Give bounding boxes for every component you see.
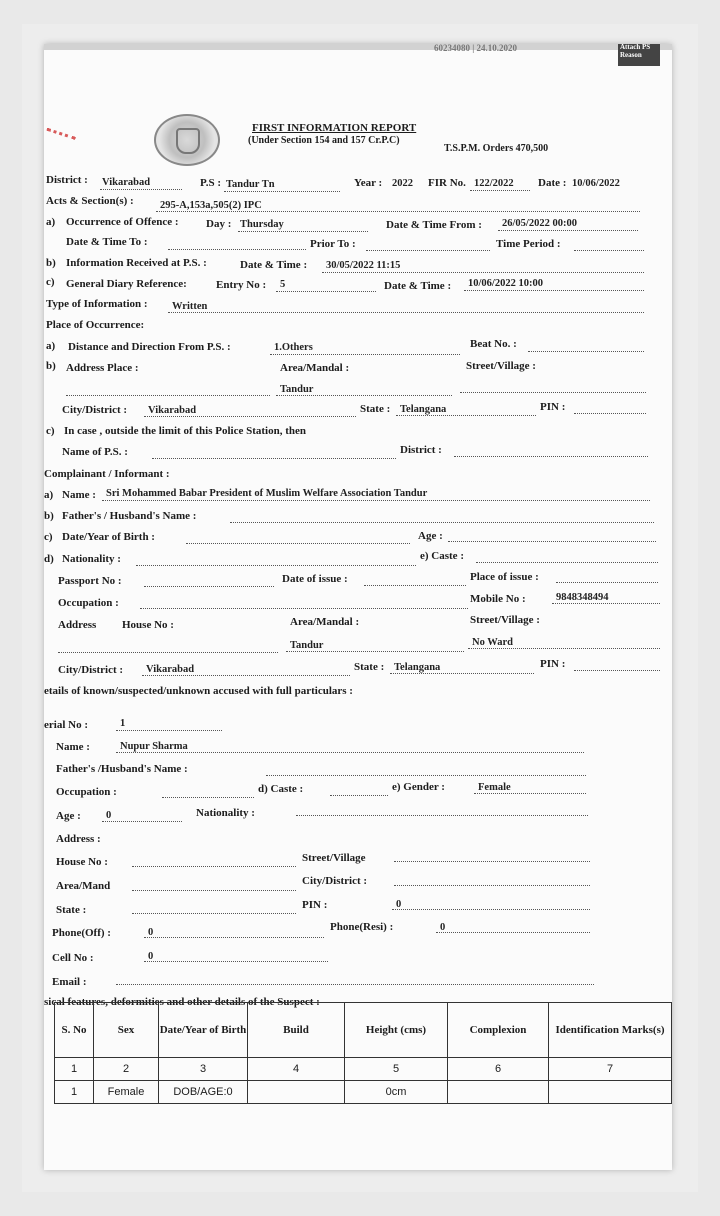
state-label: State : bbox=[360, 403, 391, 415]
dotted-line bbox=[266, 775, 586, 776]
mobile-label: Mobile No : bbox=[470, 593, 526, 605]
email-label: Email : bbox=[52, 976, 87, 988]
to-label: Date & Time To : bbox=[66, 236, 148, 248]
comp-father-label: Father's / Husband's Name : bbox=[62, 510, 197, 522]
red-mark bbox=[44, 128, 76, 153]
state-emblem-icon bbox=[154, 114, 220, 166]
phone-res-value: 0 bbox=[440, 922, 446, 933]
dotted-line bbox=[394, 861, 590, 862]
dotted-line bbox=[528, 351, 644, 352]
marker-d: d) bbox=[44, 553, 54, 565]
from-value: 26/05/2022 00:00 bbox=[502, 218, 577, 229]
dotted-line bbox=[556, 582, 658, 583]
dotted-line bbox=[448, 541, 656, 542]
acc-pin-label: PIN : bbox=[302, 899, 328, 911]
dotted-line bbox=[58, 652, 278, 653]
table-cell bbox=[549, 1081, 672, 1104]
acc-name-label: Name : bbox=[56, 741, 90, 753]
col-complexion: Complexion bbox=[448, 1003, 549, 1058]
gd-dt-label: Date & Time : bbox=[384, 280, 452, 292]
acc-house-label: House No : bbox=[56, 856, 108, 868]
place-label: Place of Occurrence: bbox=[46, 319, 145, 331]
comp-name-value: Sri Mohammed Babar President of Muslim Welfare Association Tandur bbox=[106, 488, 428, 499]
table-cell: 7 bbox=[549, 1058, 672, 1081]
poi-label: Place of issue : bbox=[470, 571, 539, 583]
comp-age-label: Age : bbox=[418, 530, 443, 542]
gd-label: General Diary Reference: bbox=[66, 278, 187, 290]
dotted-line bbox=[436, 932, 590, 933]
street-label: Street/Village : bbox=[466, 360, 536, 372]
dotted-line bbox=[364, 585, 466, 586]
col-id-marks: Identification Marks(s) bbox=[549, 1003, 672, 1058]
acc-name-value: Nupur Sharma bbox=[120, 741, 188, 752]
comp-occ-label: Occupation : bbox=[58, 597, 119, 609]
acc-pin-value: 0 bbox=[396, 899, 402, 910]
serial-label: erial No : bbox=[44, 719, 88, 731]
day-value: Thursday bbox=[240, 219, 284, 230]
dotted-line bbox=[136, 565, 416, 566]
from-label: Date & Time From : bbox=[386, 219, 482, 231]
table-row bbox=[55, 1081, 672, 1104]
acc-state-label: State : bbox=[56, 904, 87, 916]
comp-city-label: City/District : bbox=[58, 664, 124, 676]
table-cell: 1 bbox=[55, 1058, 94, 1081]
complainant-label: Complainant / Informant : bbox=[44, 468, 170, 480]
place-area-value: Tandur bbox=[280, 384, 314, 395]
comp-state-value: Telangana bbox=[394, 662, 441, 673]
dotted-line bbox=[162, 797, 254, 798]
dotted-line bbox=[394, 885, 590, 886]
comp-street-value: No Ward bbox=[472, 637, 513, 648]
dotted-line bbox=[144, 961, 328, 962]
comp-house-label: House No : bbox=[122, 619, 174, 631]
phone-res-label: Phone(Resi) : bbox=[330, 921, 394, 933]
dotted-line bbox=[168, 249, 306, 250]
marker-b: b) bbox=[46, 257, 56, 269]
address-place-label: Address Place : bbox=[66, 362, 139, 374]
fir-value: 122/2022 bbox=[474, 178, 514, 189]
dotted-line bbox=[186, 543, 410, 544]
acc-father-label: Father's /Husband's Name : bbox=[56, 763, 188, 775]
dotted-line bbox=[574, 413, 646, 414]
col-sex: Sex bbox=[94, 1003, 159, 1058]
dotted-line bbox=[144, 937, 324, 938]
col-build: Build bbox=[248, 1003, 345, 1058]
dotted-line bbox=[396, 415, 536, 416]
acts-label: Acts & Section(s) : bbox=[46, 195, 134, 207]
ps-value: Tandur Tn bbox=[226, 179, 275, 190]
cell-value: 0 bbox=[148, 951, 154, 962]
place-district-label: District : bbox=[400, 444, 442, 456]
dotted-line bbox=[66, 395, 270, 396]
marker-c: c) bbox=[46, 425, 55, 437]
acts-value: 295-A,153a,505(2) IPC bbox=[160, 200, 262, 211]
accused-section-label: etails of known/suspected/unknown accused with full particulars : bbox=[44, 685, 353, 697]
marker-a: a) bbox=[46, 216, 56, 228]
gd-dt-value: 10/06/2022 10:00 bbox=[468, 278, 543, 289]
dotted-line bbox=[276, 395, 452, 396]
table-cell: DOB/AGE:0 bbox=[159, 1081, 248, 1104]
comp-street-label: Street/Village : bbox=[470, 614, 540, 626]
acc-nat-label: Nationality : bbox=[196, 807, 255, 819]
fir-document bbox=[44, 44, 672, 1170]
dotted-line bbox=[474, 793, 586, 794]
occurrence-label: Occurrence of Offence : bbox=[66, 216, 179, 228]
table-cell: 4 bbox=[248, 1058, 345, 1081]
dotted-line bbox=[144, 416, 356, 417]
table-cell bbox=[448, 1081, 549, 1104]
entry-value: 5 bbox=[280, 279, 286, 290]
dotted-line bbox=[156, 211, 640, 212]
col-dob: Date/Year of Birth bbox=[159, 1003, 248, 1058]
fir-label: FIR No. bbox=[428, 177, 466, 189]
dotted-line bbox=[142, 675, 350, 676]
district-label: District : bbox=[46, 174, 88, 186]
comp-city-value: Vikarabad bbox=[146, 664, 195, 675]
marker-c: c) bbox=[44, 531, 53, 543]
date-label: Date : bbox=[538, 177, 567, 189]
marker-a: a) bbox=[46, 340, 56, 352]
day-label: Day : bbox=[206, 218, 232, 230]
comp-address-label: Address bbox=[58, 619, 97, 631]
table-header-row bbox=[55, 1003, 672, 1058]
table-cell: Female bbox=[94, 1081, 159, 1104]
area-label: Area/Mandal : bbox=[280, 362, 350, 374]
dotted-line bbox=[102, 821, 182, 822]
top-band bbox=[44, 44, 672, 50]
table-cell bbox=[248, 1081, 345, 1104]
entry-label: Entry No : bbox=[216, 279, 267, 291]
type-info-value: Written bbox=[172, 301, 208, 312]
acc-area-label: Area/Mand bbox=[56, 880, 111, 892]
state-value: Telangana bbox=[400, 404, 447, 415]
top-stamp: 60234080 | 24.10.2020 bbox=[434, 44, 517, 53]
acc-occ-label: Occupation : bbox=[56, 786, 117, 798]
marker-b: b) bbox=[44, 510, 54, 522]
dotted-line bbox=[574, 670, 660, 671]
city-label: City/District : bbox=[62, 404, 128, 416]
dotted-line bbox=[140, 608, 468, 609]
dotted-line bbox=[144, 586, 274, 587]
col-height: Height (cms) bbox=[345, 1003, 448, 1058]
dotted-line bbox=[116, 984, 594, 985]
comp-area-value: Tandur bbox=[290, 640, 324, 651]
period-label: Time Period : bbox=[496, 238, 561, 250]
dotted-line bbox=[102, 500, 650, 501]
comp-area-label: Area/Mandal : bbox=[290, 616, 360, 628]
dotted-line bbox=[270, 354, 460, 355]
info-dt-value: 30/05/2022 11:15 bbox=[326, 260, 401, 271]
dotted-line bbox=[152, 458, 396, 459]
dotted-line bbox=[116, 730, 222, 731]
dotted-line bbox=[476, 562, 658, 563]
ps-label: P.S : bbox=[200, 177, 221, 189]
dotted-line bbox=[230, 522, 654, 523]
table-cell: 2 bbox=[94, 1058, 159, 1081]
passport-label: Passport No : bbox=[58, 575, 122, 587]
dotted-line bbox=[286, 651, 464, 652]
report-title: FIRST INFORMATION REPORT bbox=[252, 122, 417, 134]
comp-caste-label: e) Caste : bbox=[420, 550, 464, 562]
acc-gender-value: Female bbox=[478, 782, 511, 793]
year-label: Year : bbox=[354, 177, 383, 189]
col-sno: S. No bbox=[55, 1003, 94, 1058]
table-cell: 6 bbox=[448, 1058, 549, 1081]
comp-dob-label: Date/Year of Birth : bbox=[62, 531, 155, 543]
dotted-line bbox=[392, 909, 590, 910]
dotted-line bbox=[132, 913, 296, 914]
district-value: Vikarabad bbox=[102, 177, 151, 188]
dotted-line bbox=[168, 312, 644, 313]
year-value: 2022 bbox=[392, 178, 413, 189]
outside-label: In case , outside the limit of this Police Station, then bbox=[64, 425, 306, 437]
dotted-line bbox=[100, 189, 182, 190]
comp-name-label: Name : bbox=[62, 489, 96, 501]
comp-state-label: State : bbox=[354, 661, 385, 673]
marker-a: a) bbox=[44, 489, 54, 501]
table-cell: 0cm bbox=[345, 1081, 448, 1104]
top-right-tag: Attach PS Reason bbox=[618, 44, 660, 66]
type-info-label: Type of Information : bbox=[46, 298, 148, 310]
distance-label: Distance and Direction From P.S. : bbox=[68, 341, 231, 353]
prior-label: Prior To : bbox=[310, 238, 356, 250]
cell-label: Cell No : bbox=[52, 952, 94, 964]
acc-street-label: Street/Village bbox=[302, 852, 366, 864]
dotted-line bbox=[366, 250, 490, 251]
acc-address-label: Address : bbox=[56, 833, 101, 845]
report-subtitle: (Under Section 154 and 157 Cr.P.C) bbox=[248, 135, 400, 146]
distance-value: 1.Others bbox=[274, 342, 313, 353]
doi-label: Date of issue : bbox=[282, 573, 348, 585]
city-value: Vikarabad bbox=[148, 405, 197, 416]
dotted-line bbox=[574, 250, 644, 251]
dotted-line bbox=[498, 230, 638, 231]
table-row bbox=[55, 1058, 672, 1081]
dotted-line bbox=[468, 648, 660, 649]
dotted-line bbox=[390, 673, 534, 674]
marker-b: b) bbox=[46, 360, 56, 372]
mobile-value: 9848348494 bbox=[556, 592, 609, 603]
comp-pin-label: PIN : bbox=[540, 658, 566, 670]
dotted-line bbox=[454, 456, 648, 457]
ps-name-label: Name of P.S. : bbox=[62, 446, 128, 458]
dotted-line bbox=[132, 866, 296, 867]
dotted-line bbox=[116, 752, 584, 753]
phone-off-value: 0 bbox=[148, 927, 154, 938]
acc-age-value: 0 bbox=[106, 810, 112, 821]
table-cell: 5 bbox=[345, 1058, 448, 1081]
comp-nat-label: Nationality : bbox=[62, 553, 121, 565]
dotted-line bbox=[464, 290, 644, 291]
marker-c: c) bbox=[46, 276, 55, 288]
suspect-features-table bbox=[54, 1002, 672, 1104]
table-cell: 3 bbox=[159, 1058, 248, 1081]
dotted-line bbox=[460, 392, 646, 393]
acc-gender-label: e) Gender : bbox=[392, 781, 445, 793]
pin-label: PIN : bbox=[540, 401, 566, 413]
dotted-line bbox=[322, 272, 644, 273]
orders-ref: T.S.P.M. Orders 470,500 bbox=[444, 143, 549, 154]
dotted-line bbox=[296, 815, 588, 816]
dotted-line bbox=[330, 795, 388, 796]
dotted-line bbox=[224, 191, 340, 192]
dotted-line bbox=[552, 603, 660, 604]
phone-off-label: Phone(Off) : bbox=[52, 927, 111, 939]
acc-city-label: City/District : bbox=[302, 875, 368, 887]
table-cell: 1 bbox=[55, 1081, 94, 1104]
dotted-line bbox=[276, 291, 376, 292]
features-label: sical features, deformities and other details of the Suspect : bbox=[44, 996, 320, 1008]
info-dt-label: Date & Time : bbox=[240, 259, 308, 271]
dotted-line bbox=[238, 231, 368, 232]
dotted-line bbox=[470, 190, 530, 191]
info-received-label: Information Received at P.S. : bbox=[66, 257, 207, 269]
acc-caste-label: d) Caste : bbox=[258, 783, 304, 795]
beat-label: Beat No. : bbox=[470, 338, 517, 350]
serial-value: 1 bbox=[120, 718, 126, 729]
date-value: 10/06/2022 bbox=[572, 178, 620, 189]
acc-age-label: Age : bbox=[56, 810, 81, 822]
dotted-line bbox=[132, 890, 296, 891]
